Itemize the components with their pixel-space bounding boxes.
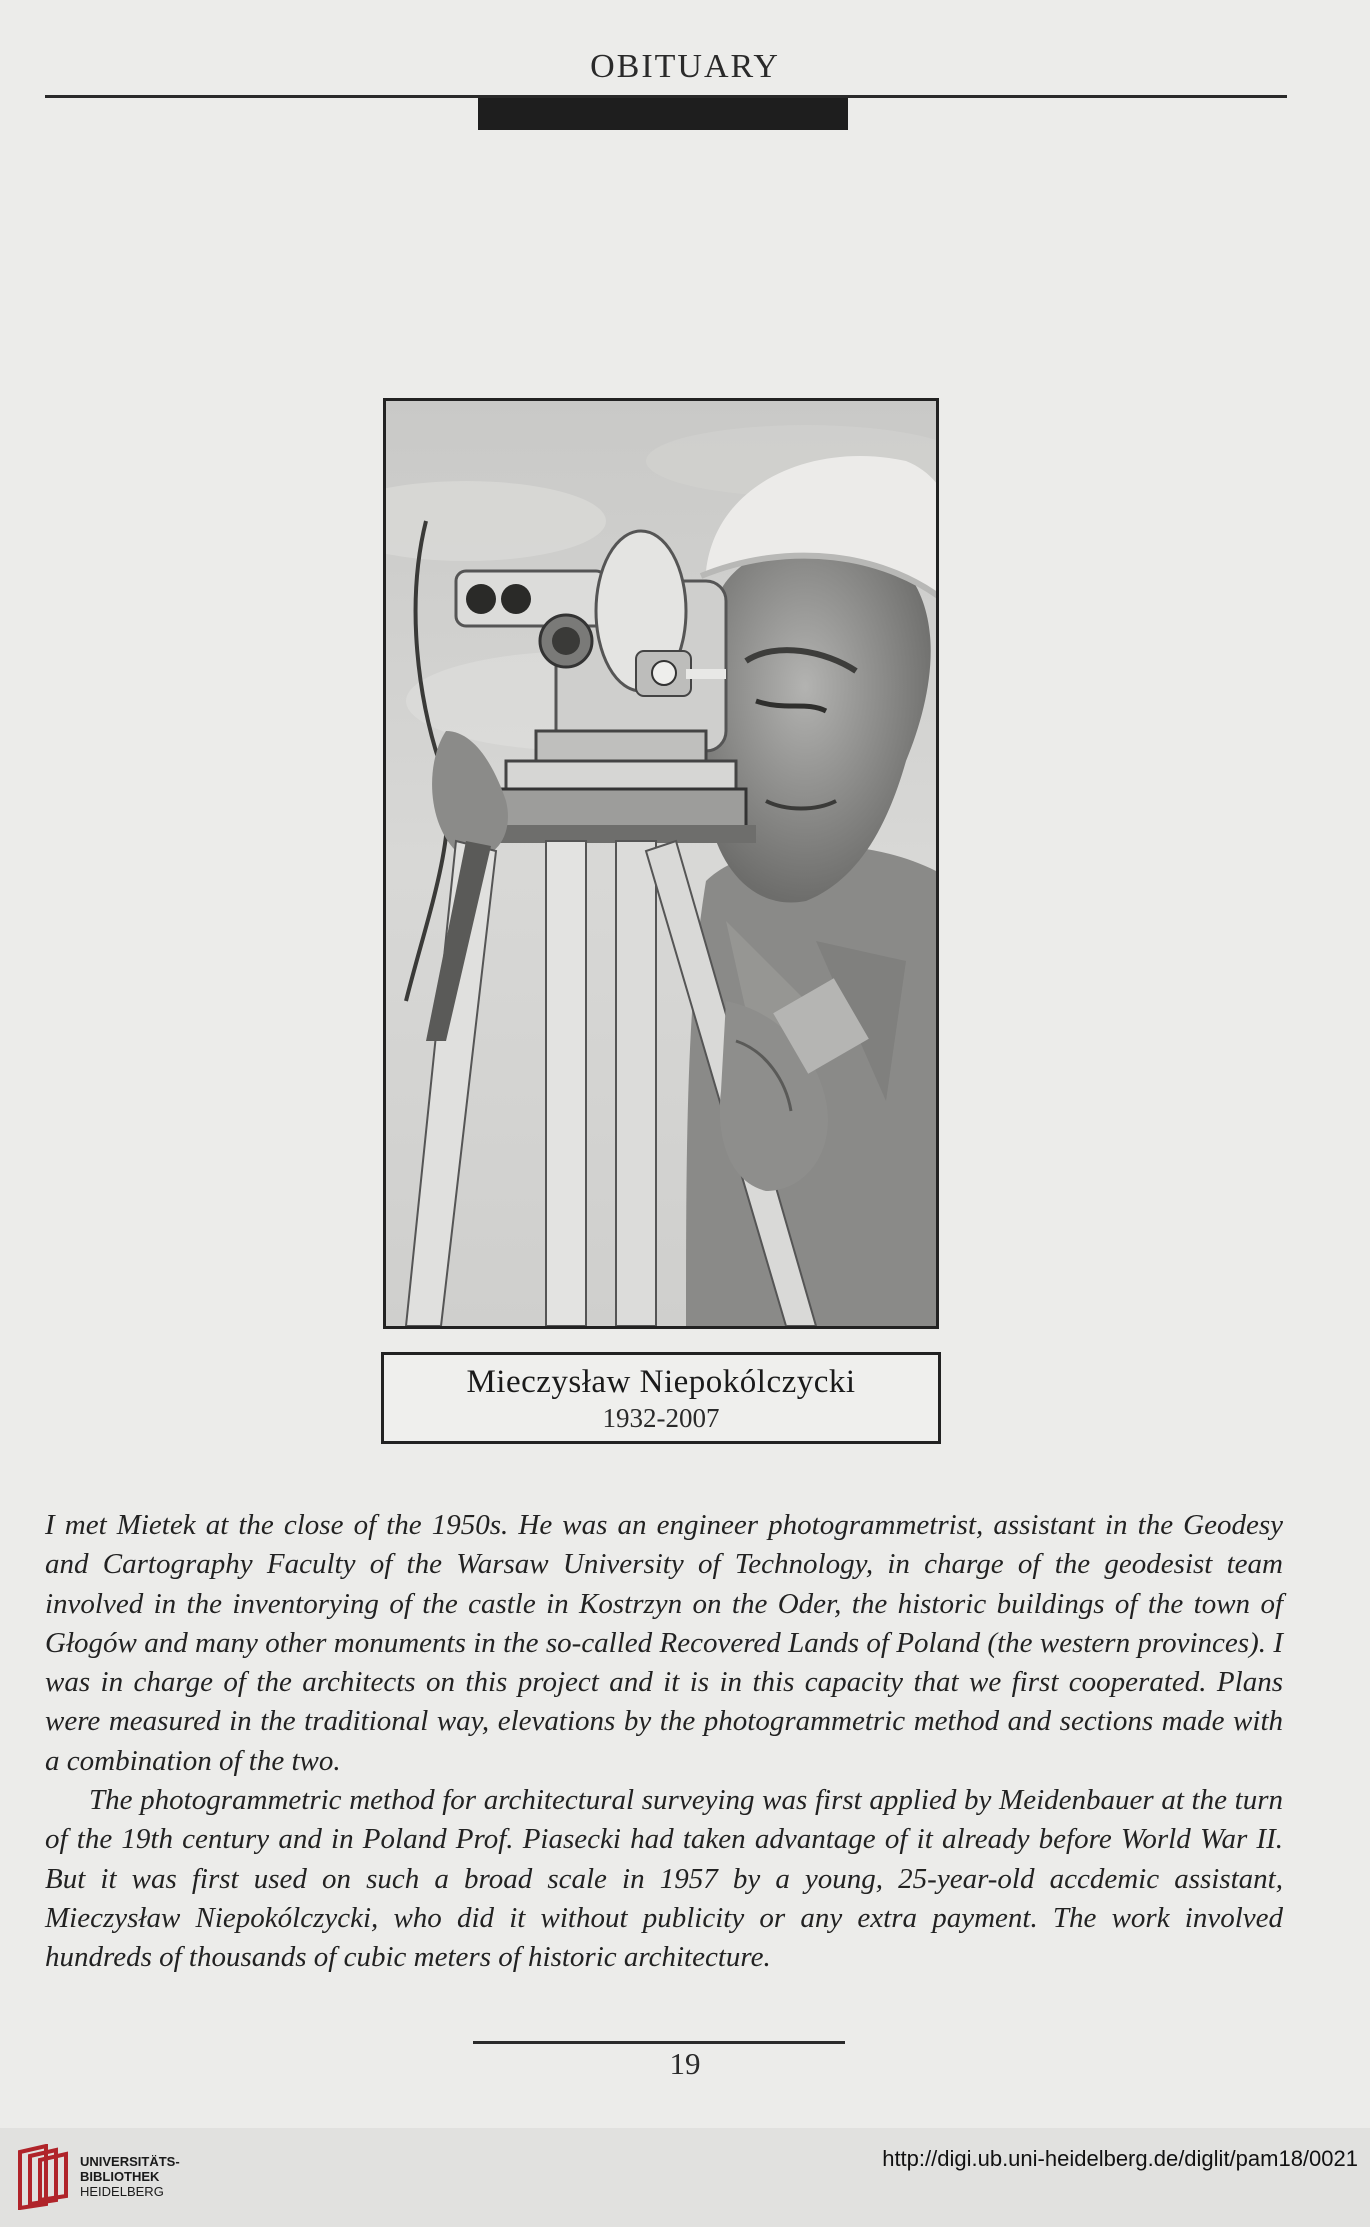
photo-caption	[381, 1352, 941, 1444]
library-line-2: BIBLIOTHEK	[80, 2169, 160, 2184]
library-line-1: UNIVERSITÄTS-	[80, 2154, 180, 2169]
library-name	[80, 2154, 180, 2199]
body-paragraph-1: I met Mietek at the close of the 1950s. He was an engineer photogrammetrist, assistant in the Geodesy and Cartography Faculty of the Warsaw University of Technology, in charge of the geodesist team involved in the inventorying of the castle in Kostrzyn on the Oder, the historic buildings of the town of Głogów and many other monuments in the so-called Recovered Lands of Poland (the western provinces). I was in charge of the architects on this project and it is in this capacity that we first cooperated. Plans were measured in the traditional way, elevations by the photogrammetric method and sections made with a combination of the two.	[45, 1509, 1283, 1777]
body-paragraph-2: The photogrammetric method for architectural surveying was first applied by Meidenbauer at the turn of the 19th century and in Poland Prof. Piasecki had taken advantage of it already before World War II. But it was first used on such a broad scale in 1957 by a young, 25-year-old accdemic assistant, Mieczysław Niepokólczycki, who did it without publicity or any extra payment. The work involved hundreds of thousands of cubic meters of historic architecture.	[45, 1784, 1283, 1974]
library-line-3: HEIDELBERG	[80, 2184, 164, 2199]
footer-rule	[473, 2041, 845, 2044]
caption-name: Mieczysław Niepokólczycki	[466, 1364, 856, 1400]
library-logo-icon	[12, 2144, 72, 2210]
header-bar	[478, 98, 848, 130]
portrait-photo	[383, 398, 939, 1329]
digitization-footer	[0, 2128, 1370, 2227]
surveyor-photo-illustration	[386, 401, 936, 1326]
page-number: 19	[669, 2046, 701, 2081]
obituary-body	[45, 1506, 1283, 1978]
source-url-link[interactable]: http://digi.ub.uni-heidelberg.de/diglit/pam18/0021	[882, 2146, 1358, 2171]
caption-years: 1932-2007	[602, 1403, 720, 1433]
page-header-title: OBITUARY	[590, 48, 780, 85]
